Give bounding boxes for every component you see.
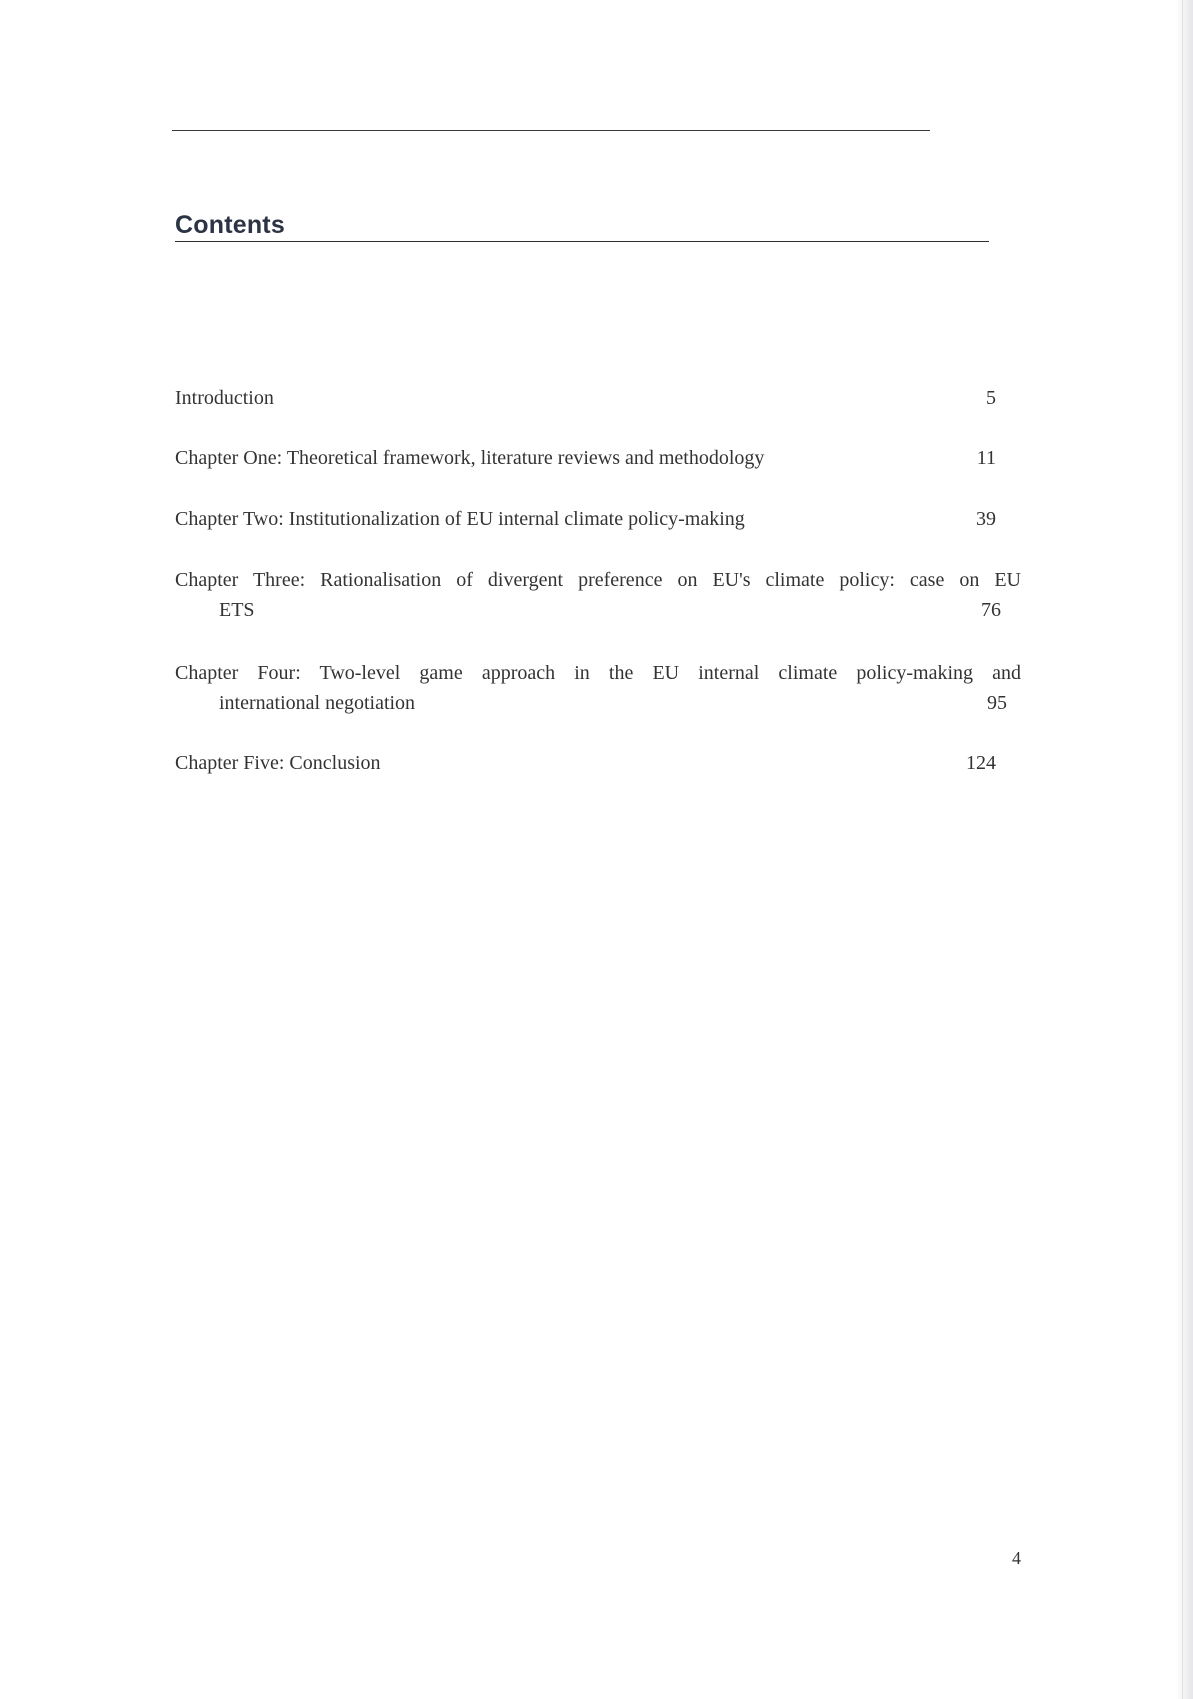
- toc-entry-title-line1: Chapter Three: Rationalisation of divergent preference on EU's climate policy: case on EU: [175, 569, 1021, 591]
- toc-entry-title-line1: Chapter Four: Two-level game approach in the EU internal climate policy-making and: [175, 662, 1021, 684]
- top-rule: [172, 130, 930, 131]
- toc-entry-title-line2-row: [175, 688, 1021, 718]
- toc-entry-page: 95: [987, 692, 1007, 714]
- toc-entry-title: Chapter Two: Institutionalization of EU internal climate policy-making: [175, 508, 745, 530]
- toc-entry-title-line2-row: [175, 595, 1021, 625]
- toc-entry-page: 11: [976, 447, 996, 469]
- toc-entry-page: 124: [966, 752, 996, 774]
- toc-entry-chapter-three[interactable]: [175, 565, 1021, 625]
- toc-entry-chapter-five[interactable]: [175, 748, 1021, 778]
- toc-entry-title-line2: ETS: [219, 599, 255, 621]
- toc-entry-page: 5: [986, 387, 996, 409]
- page-edge-line: [1182, 0, 1183, 1699]
- toc-entry-chapter-two[interactable]: [175, 504, 1021, 534]
- toc-entry-title: Chapter One: Theoretical framework, literature reviews and methodology: [175, 447, 765, 469]
- heading-underline: [175, 241, 989, 243]
- toc-entry-introduction[interactable]: [175, 383, 1021, 413]
- toc-entry-chapter-four[interactable]: [175, 658, 1021, 718]
- toc-entry-title-line2: international negotiation: [219, 692, 416, 714]
- toc-entry-title: Introduction: [175, 387, 274, 409]
- toc-entry-page: 39: [976, 508, 996, 530]
- toc-entry-title: Chapter Five: Conclusion: [175, 752, 381, 774]
- contents-heading: Contents: [175, 211, 285, 239]
- contents-heading-block: [175, 212, 989, 244]
- toc-entry-chapter-one[interactable]: [175, 443, 1021, 473]
- table-of-contents: [175, 383, 1021, 778]
- toc-entry-page: 76: [981, 599, 1001, 621]
- page-edge-shadow: [1175, 0, 1193, 1699]
- page-number: 4: [1012, 1548, 1021, 1568]
